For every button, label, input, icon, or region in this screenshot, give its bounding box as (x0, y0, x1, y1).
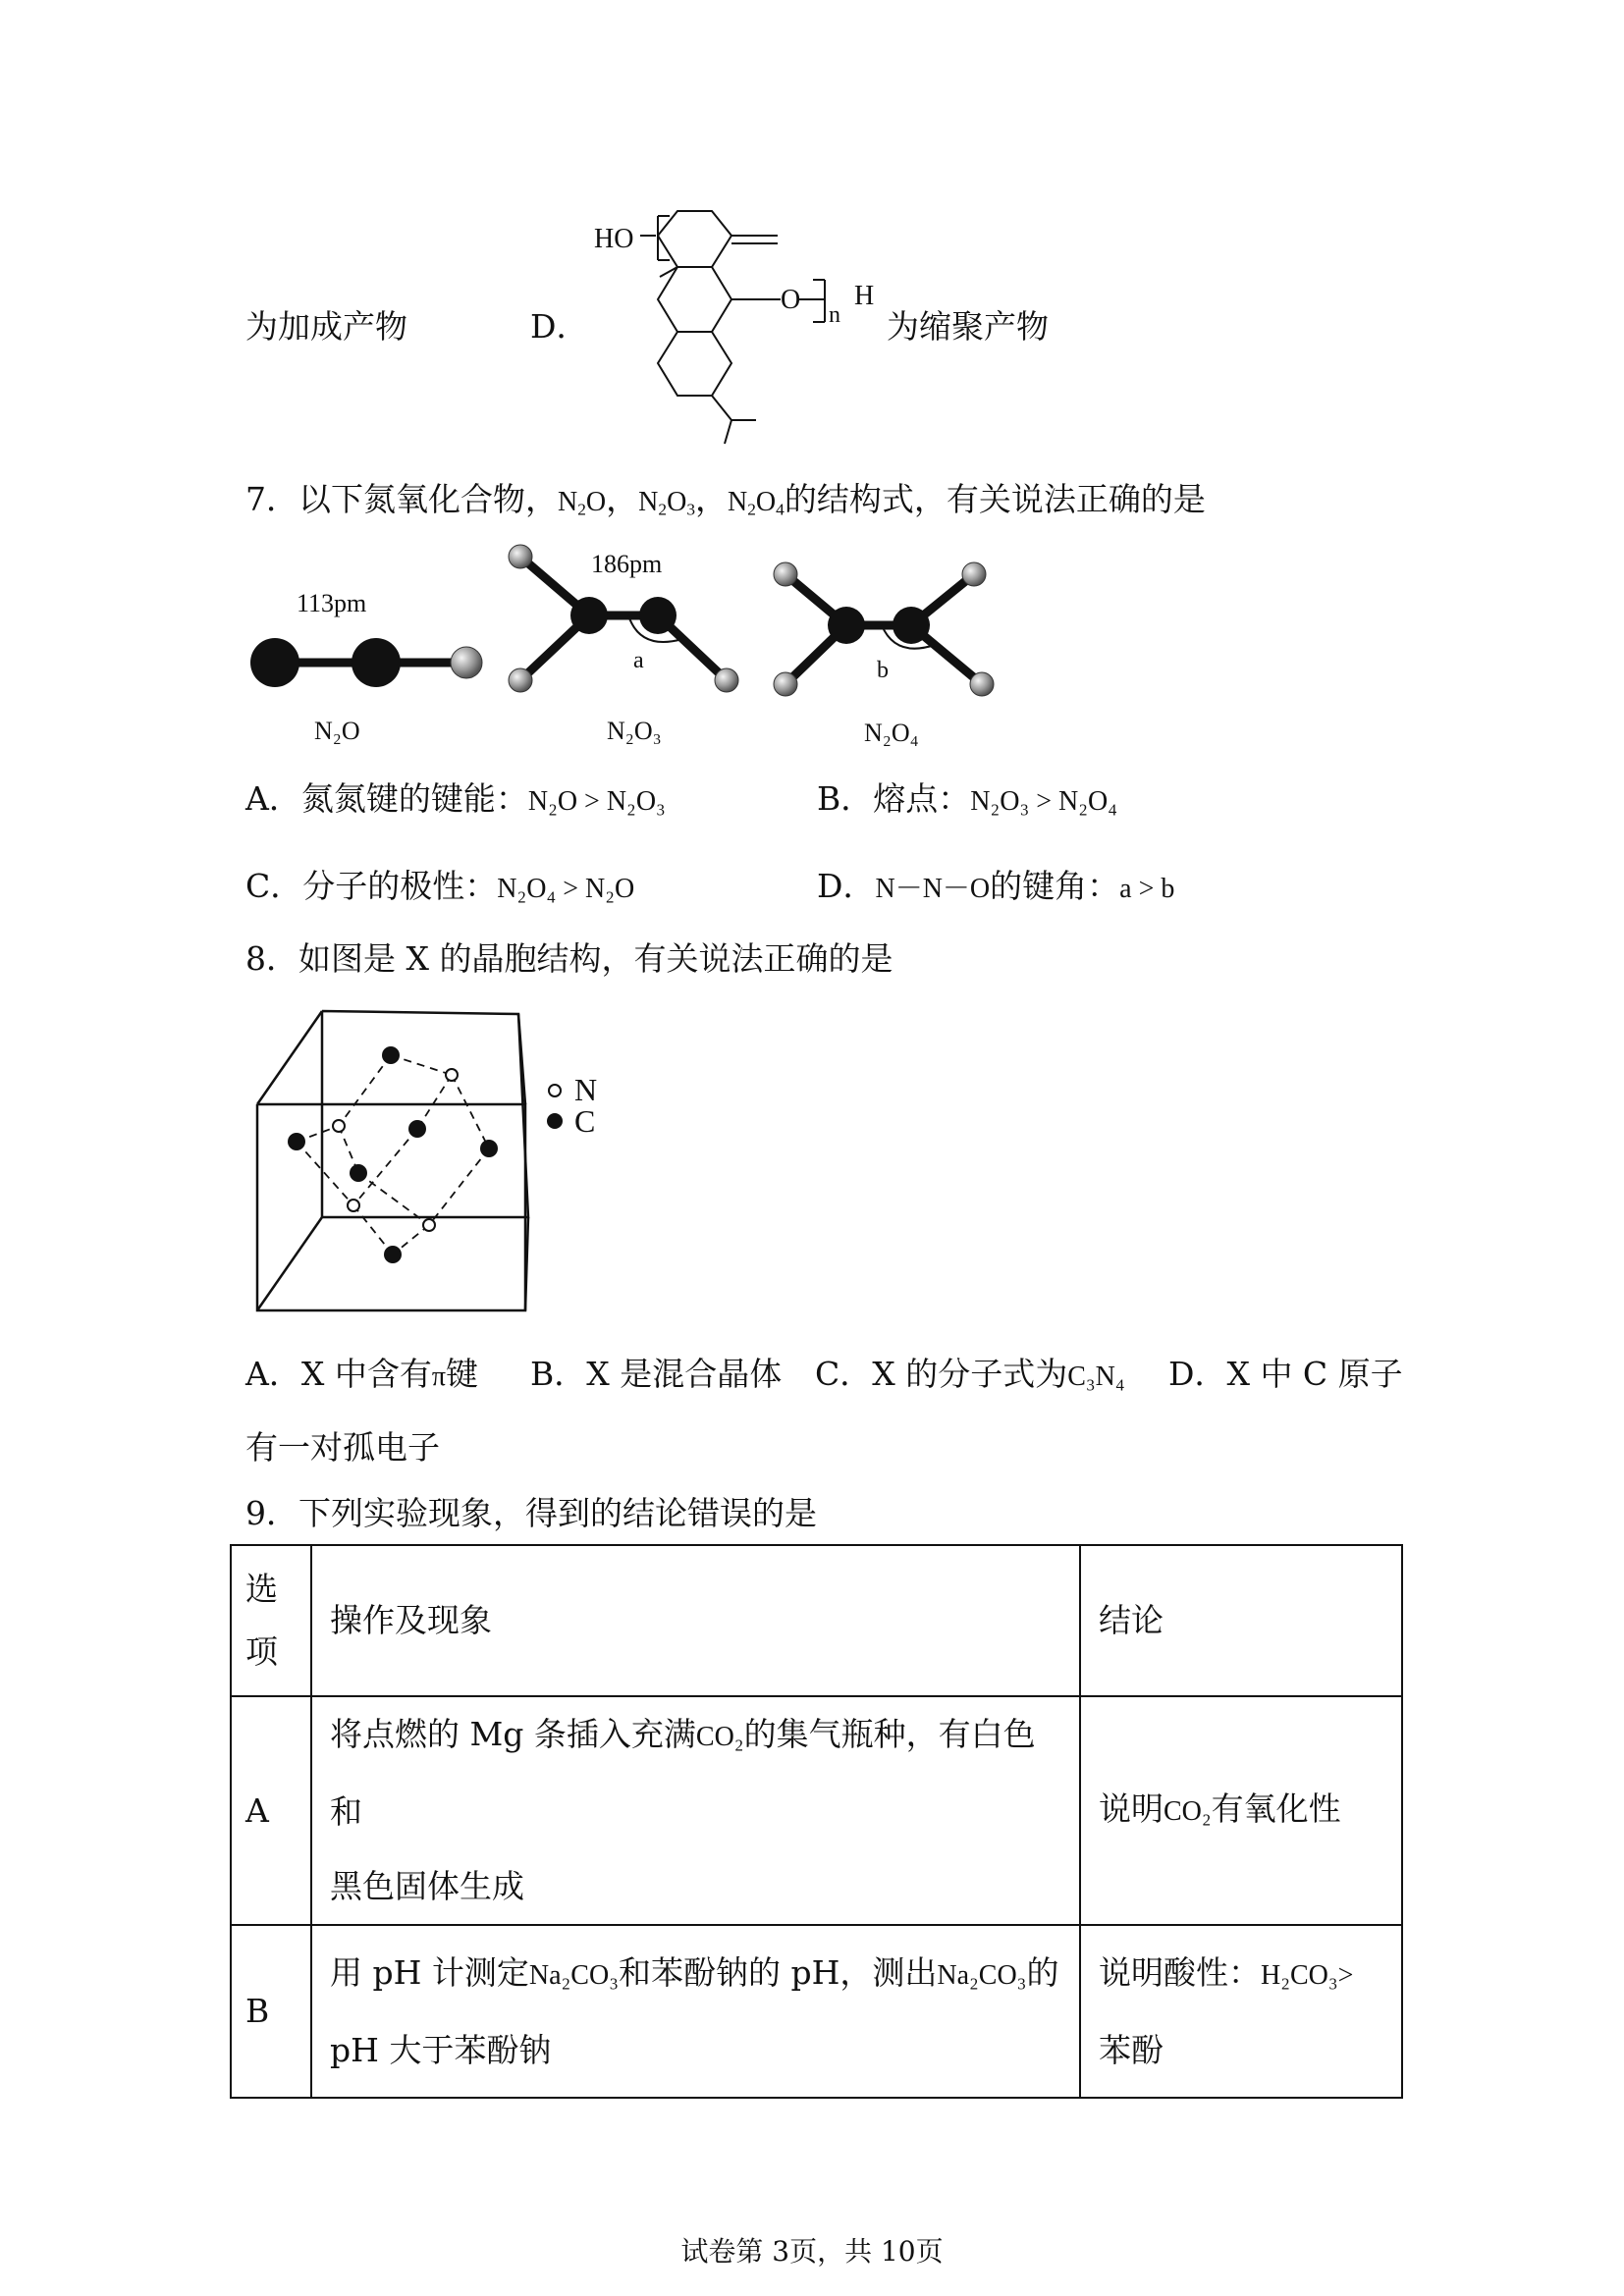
carbon-atoms (288, 1046, 498, 1263)
q6-option-c-tail: 为加成产物 (245, 307, 407, 346)
n2o-label: N₂O (314, 717, 360, 745)
n2o-molecule (250, 638, 482, 687)
row-a-conclusion: 说明CO₂有氧化性 (1080, 1696, 1402, 1925)
bond-length-113: 113pm (297, 589, 367, 617)
polymer-structure-figure (579, 206, 893, 452)
angle-a-label: a (633, 648, 644, 673)
n2o3-label: N₂O₃ (607, 717, 662, 745)
q7-option-b: B．熔点：N₂O₃ > N₂O₄ (817, 779, 1117, 818)
row-b-operation: 用 pH 计测定Na₂CO₃和苯酚钠的 pH，测出Na₂CO₃的 pH 大于苯酚钠 (311, 1925, 1080, 2098)
table-header-row (231, 1545, 1402, 1696)
bond-length-186: 186pm (591, 550, 663, 578)
q8-option-c: C．X 的分子式为C₃N₄ (815, 1355, 1125, 1393)
q8-option-d-cont: 有一对孤电子 (245, 1428, 440, 1467)
q7-option-c: C．分子的极性：N₂O₄ > N₂O (245, 867, 635, 905)
n-subscript: n (829, 302, 840, 328)
ho-label: HO (594, 224, 634, 254)
q7-option-d: D．N－N－O的键角：a > b (817, 867, 1175, 905)
legend-n-label: N (574, 1072, 598, 1107)
q6-option-d-label: D． (530, 307, 589, 346)
q9-stem: 9．下列实验现象，得到的结论错误的是 (245, 1494, 817, 1532)
row-a-option: A (231, 1696, 311, 1925)
header-option: 选 项 (231, 1545, 311, 1696)
legend-c-label: C (574, 1103, 596, 1139)
crystal-cell-figure (245, 1001, 619, 1325)
row-b-option: B (231, 1925, 311, 2098)
nitrogen-oxides-figure (236, 535, 1021, 761)
row-a-operation: 将点燃的 Mg 条插入充满CO₂的集气瓶种，有白色和 黑色固体生成 (311, 1696, 1080, 1925)
nitrogen-atoms (333, 1069, 458, 1231)
header-operation: 操作及现象 (311, 1545, 1080, 1696)
table-row (231, 1696, 1402, 1925)
q8-option-d: D．X 中 C 原子 (1168, 1355, 1403, 1393)
oxygen-label: O (781, 285, 801, 315)
table-row (231, 1925, 1402, 2098)
q7-option-a: A．氮氮键的键能：N₂O > N₂O₃ (245, 779, 666, 818)
page-footer: 试卷第 3页，共 10页 (680, 2235, 944, 2268)
header-conclusion: 结论 (1080, 1545, 1402, 1696)
angle-b-label: b (877, 658, 889, 683)
q6-option-d-text: 为缩聚产物 (887, 307, 1049, 346)
q8-option-a: A．X 中含有π键 (245, 1355, 478, 1393)
q8-option-b: B．X 是混合晶体 (530, 1355, 783, 1393)
crystal-legend (535, 1065, 614, 1144)
q9-table (230, 1544, 1403, 2099)
h-label: H (854, 281, 875, 311)
row-b-conclusion: 说明酸性：H₂CO₃> 苯酚 (1080, 1925, 1402, 2098)
q8-stem: 8．如图是 X 的晶胞结构，有关说法正确的是 (245, 939, 893, 978)
q7-stem: 7．以下氮氧化合物，$N_2O$，$N_2O_3$，$N_2O_4$的结构式，有关说法正确的是 (245, 480, 1206, 519)
n2o4-label: N₂O₄ (864, 719, 919, 747)
